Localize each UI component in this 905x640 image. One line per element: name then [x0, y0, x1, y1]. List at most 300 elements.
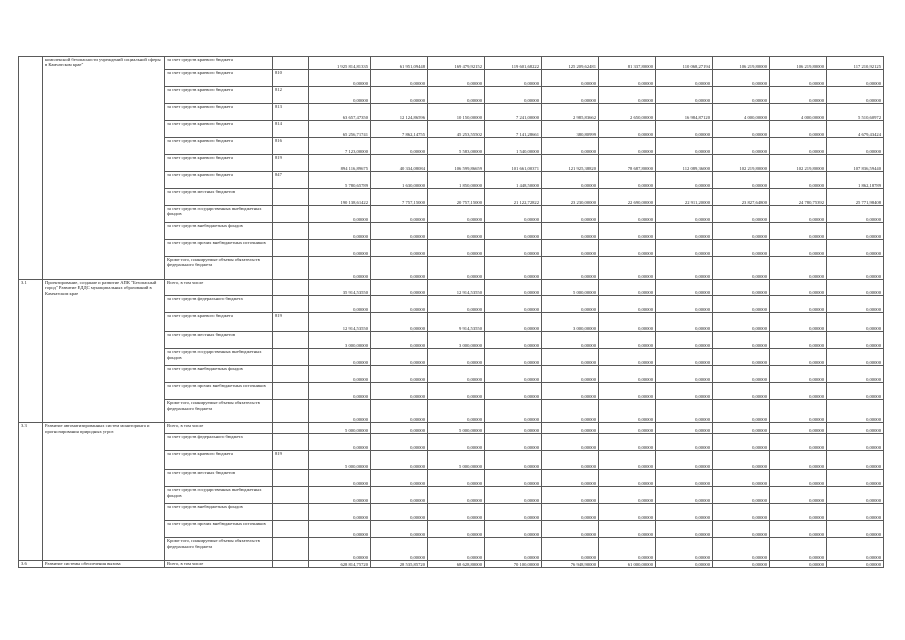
amount-cell: 0,00000 — [542, 257, 599, 280]
amount-cell: 5 000,00000 — [428, 451, 485, 470]
item-name-cell: Развитие автоматизированных систем мониторинга и прогнозирования природных угроз — [43, 423, 165, 434]
table-row — [19, 451, 884, 470]
amount-cell: 0,00000 — [371, 504, 428, 521]
amount-cell: 28 535,85720 — [371, 561, 428, 568]
amount-cell: 0,00000 — [485, 400, 542, 423]
amount-cell: 0,00000 — [770, 538, 827, 561]
amount-cell: 0,00000 — [485, 451, 542, 470]
table-row — [19, 240, 884, 257]
amount-cell: 12 124,86596 — [371, 104, 428, 121]
kbk-code-cell — [273, 383, 309, 400]
amount-cell: 9 914,53550 — [428, 313, 485, 332]
amount-cell: 4 000,00000 — [713, 104, 770, 121]
amount-cell: 0,00000 — [656, 240, 713, 257]
amount-cell: 21 122,72822 — [485, 189, 542, 206]
funding-source-cell: за счет средств внебюджетных фондов — [165, 223, 273, 240]
amount-cell: 0,00000 — [656, 504, 713, 521]
kbk-code-cell: 819 — [273, 313, 309, 332]
kbk-code-cell — [273, 206, 309, 223]
amount-cell: 0,00000 — [309, 470, 371, 487]
item-name-cell — [43, 223, 165, 240]
item-name-cell — [43, 121, 165, 138]
amount-cell: 102 219,80000 — [713, 155, 770, 172]
amount-cell: 22 690,00000 — [599, 189, 656, 206]
amount-cell: 380,80999 — [542, 121, 599, 138]
amount-cell: 81 337,80000 — [599, 57, 656, 70]
amount-cell: 628 814,75720 — [309, 561, 371, 568]
amount-cell: 0,00000 — [485, 383, 542, 400]
amount-cell: 0,00000 — [656, 223, 713, 240]
amount-cell: 0,00000 — [713, 383, 770, 400]
item-number-cell — [19, 366, 43, 383]
amount-cell: 0,00000 — [770, 121, 827, 138]
table-row — [19, 257, 884, 280]
funding-source-cell: за счет средств федерального бюджета — [165, 296, 273, 313]
amount-cell: 107 836,59440 — [827, 155, 884, 172]
amount-cell: 22 911,20000 — [656, 189, 713, 206]
amount-cell: 0,00000 — [371, 383, 428, 400]
table-row — [19, 538, 884, 561]
amount-cell: 0,00000 — [542, 138, 599, 155]
item-name-cell — [43, 138, 165, 155]
amount-cell: 0,00000 — [656, 521, 713, 538]
item-number-cell — [19, 434, 43, 451]
item-number-cell: 3.3 — [19, 423, 43, 434]
amount-cell: 0,00000 — [713, 538, 770, 561]
amount-cell: 0,00000 — [656, 172, 713, 189]
amount-cell: 61 951,09448 — [371, 57, 428, 70]
item-number-cell — [19, 296, 43, 313]
amount-cell: 0,00000 — [371, 87, 428, 104]
amount-cell: 2 985,83662 — [542, 104, 599, 121]
amount-cell: 0,00000 — [770, 296, 827, 313]
item-number-cell — [19, 223, 43, 240]
amount-cell: 0,00000 — [656, 400, 713, 423]
amount-cell: 0,00000 — [485, 521, 542, 538]
item-name-cell: комплексной безопасности учреждений социальной сферы в Камчатском крае" — [43, 57, 165, 70]
item-name-cell — [43, 487, 165, 504]
amount-cell: 0,00000 — [713, 561, 770, 568]
kbk-code-cell — [273, 349, 309, 366]
item-number-cell — [19, 189, 43, 206]
funding-source-cell: за счет средств краевого бюджета — [165, 70, 273, 87]
amount-cell: 23 827,64800 — [713, 189, 770, 206]
funding-source-cell: за счет средств прочих внебюджетных источников — [165, 383, 273, 400]
amount-cell: 0,00000 — [599, 70, 656, 87]
amount-cell: 0,00000 — [309, 240, 371, 257]
amount-cell: 0,00000 — [485, 313, 542, 332]
amount-cell: 0,00000 — [371, 313, 428, 332]
funding-source-cell: за счет средств государственных внебюджетных фондов — [165, 206, 273, 223]
amount-cell: 0,00000 — [827, 313, 884, 332]
amount-cell: 0,00000 — [656, 366, 713, 383]
amount-cell: 0,00000 — [485, 280, 542, 296]
amount-cell: 0,00000 — [827, 504, 884, 521]
amount-cell: 0,00000 — [371, 349, 428, 366]
amount-cell: 0,00000 — [827, 400, 884, 423]
amount-cell: 0,00000 — [713, 240, 770, 257]
item-name-cell — [43, 434, 165, 451]
amount-cell: 0,00000 — [542, 240, 599, 257]
amount-cell: 0,00000 — [827, 561, 884, 568]
amount-cell: 0,00000 — [713, 332, 770, 349]
item-name-cell: Развитие системы обеспечения вызова — [43, 561, 165, 568]
amount-cell: 0,00000 — [827, 349, 884, 366]
amount-cell: 0,00000 — [428, 504, 485, 521]
amount-cell: 0,00000 — [485, 223, 542, 240]
kbk-code-cell: 814 — [273, 121, 309, 138]
kbk-code-cell — [273, 332, 309, 349]
amount-cell: 110 068,27194 — [656, 57, 713, 70]
amount-cell: 68 628,80000 — [428, 561, 485, 568]
amount-cell: 5 510,60972 — [827, 104, 884, 121]
item-name-cell — [43, 240, 165, 257]
amount-cell: 0,00000 — [713, 400, 770, 423]
amount-cell: 0,00000 — [713, 504, 770, 521]
item-number-cell — [19, 70, 43, 87]
amount-cell: 0,00000 — [770, 87, 827, 104]
amount-cell: 7 241,00000 — [485, 104, 542, 121]
amount-cell: 0,00000 — [371, 332, 428, 349]
amount-cell: 0,00000 — [309, 366, 371, 383]
amount-cell: 0,00000 — [713, 296, 770, 313]
amount-cell: 12 914,53550 — [309, 313, 371, 332]
table-row — [19, 87, 884, 104]
amount-cell: 0,00000 — [713, 451, 770, 470]
amount-cell: 0,00000 — [770, 423, 827, 434]
amount-cell: 117 210,92125 — [827, 57, 884, 70]
amount-cell: 0,00000 — [827, 87, 884, 104]
amount-cell: 190 138,61422 — [309, 189, 371, 206]
item-number-cell — [19, 155, 43, 172]
amount-cell: 0,00000 — [428, 240, 485, 257]
amount-cell: 0,00000 — [827, 223, 884, 240]
amount-cell: 76 948,90000 — [542, 561, 599, 568]
amount-cell: 0,00000 — [371, 434, 428, 451]
item-number-cell — [19, 104, 43, 121]
amount-cell: 0,00000 — [599, 206, 656, 223]
amount-cell: 0,00000 — [309, 349, 371, 366]
amount-cell: 0,00000 — [428, 223, 485, 240]
amount-cell: 0,00000 — [656, 451, 713, 470]
amount-cell: 63 657,47350 — [309, 104, 371, 121]
amount-cell: 0,00000 — [713, 172, 770, 189]
amount-cell: 0,00000 — [599, 257, 656, 280]
amount-cell: 0,00000 — [485, 423, 542, 434]
funding-source-cell: Кроме того, планируемые объемы обязательств федерального бюджета — [165, 257, 273, 280]
amount-cell: 0,00000 — [770, 240, 827, 257]
item-number-cell: 3.1 — [19, 280, 43, 296]
amount-cell: 0,00000 — [485, 206, 542, 223]
amount-cell: 0,00000 — [827, 280, 884, 296]
amount-cell: 0,00000 — [371, 138, 428, 155]
funding-source-cell: за счет средств федерального бюджета — [165, 434, 273, 451]
amount-cell: 0,00000 — [599, 313, 656, 332]
amount-cell: 0,00000 — [770, 206, 827, 223]
amount-cell: 0,00000 — [656, 257, 713, 280]
amount-cell: 0,00000 — [485, 434, 542, 451]
amount-cell: 0,00000 — [599, 487, 656, 504]
table-row — [19, 206, 884, 223]
amount-cell: 0,00000 — [542, 366, 599, 383]
amount-cell: 0,00000 — [485, 470, 542, 487]
item-number-cell — [19, 87, 43, 104]
funding-source-cell: за счет средств государственных внебюджетных фондов — [165, 487, 273, 504]
amount-cell: 125 209,62481 — [542, 57, 599, 70]
amount-cell: 0,00000 — [309, 434, 371, 451]
amount-cell: 0,00000 — [770, 451, 827, 470]
table-row — [19, 383, 884, 400]
funding-source-cell: за счет средств краевого бюджета — [165, 313, 273, 332]
amount-cell: 0,00000 — [309, 87, 371, 104]
amount-cell: 0,00000 — [827, 206, 884, 223]
funding-source-cell: Всего, в том числе — [165, 561, 273, 568]
amount-cell: 7 757,15000 — [371, 189, 428, 206]
amount-cell: 0,00000 — [309, 487, 371, 504]
amount-cell: 0,00000 — [371, 423, 428, 434]
amount-cell: 0,00000 — [656, 538, 713, 561]
amount-cell: 0,00000 — [713, 423, 770, 434]
amount-cell: 0,00000 — [599, 121, 656, 138]
amount-cell: 0,00000 — [542, 206, 599, 223]
amount-cell: 1 925 814,81335 — [309, 57, 371, 70]
amount-cell: 102 219,80000 — [770, 155, 827, 172]
table-row — [19, 366, 884, 383]
amount-cell: 0,00000 — [713, 223, 770, 240]
amount-cell: 0,00000 — [713, 434, 770, 451]
amount-cell: 5 000,00000 — [542, 280, 599, 296]
amount-cell: 0,00000 — [599, 521, 656, 538]
amount-cell: 0,00000 — [485, 296, 542, 313]
amount-cell: 0,00000 — [713, 206, 770, 223]
amount-cell: 0,00000 — [656, 470, 713, 487]
item-number-cell — [19, 172, 43, 189]
amount-cell: 0,00000 — [309, 521, 371, 538]
amount-cell: 20 757,15000 — [428, 189, 485, 206]
kbk-code-cell — [273, 487, 309, 504]
table-body — [19, 57, 884, 568]
amount-cell: 0,00000 — [713, 280, 770, 296]
amount-cell: 0,00000 — [770, 504, 827, 521]
amount-cell: 0,00000 — [599, 223, 656, 240]
funding-source-cell: Кроме того, планируемые объемы обязательств федерального бюджета — [165, 400, 273, 423]
amount-cell: 106 599,86659 — [428, 155, 485, 172]
amount-cell: 0,00000 — [485, 487, 542, 504]
amount-cell: 0,00000 — [656, 280, 713, 296]
amount-cell: 0,00000 — [371, 366, 428, 383]
amount-cell: 106 219,80000 — [713, 57, 770, 70]
item-number-cell — [19, 257, 43, 280]
amount-cell: 0,00000 — [309, 223, 371, 240]
amount-cell: 5 000,00000 — [309, 451, 371, 470]
amount-cell: 16 984,87120 — [656, 104, 713, 121]
kbk-code-cell — [273, 400, 309, 423]
item-number-cell — [19, 240, 43, 257]
amount-cell: 0,00000 — [371, 257, 428, 280]
amount-cell: 70 100,00000 — [485, 561, 542, 568]
funding-source-cell: за счет средств краевого бюджета — [165, 138, 273, 155]
amount-cell: 24 780,75392 — [770, 189, 827, 206]
funding-source-cell: за счет средств местных бюджетов — [165, 470, 273, 487]
budget-table — [18, 56, 884, 568]
amount-cell: 0,00000 — [827, 70, 884, 87]
item-number-cell — [19, 451, 43, 470]
amount-cell: 7 123,00000 — [309, 138, 371, 155]
amount-cell: 0,00000 — [599, 538, 656, 561]
amount-cell: 0,00000 — [428, 521, 485, 538]
table-row — [19, 504, 884, 521]
amount-cell: 4 679,43424 — [827, 121, 884, 138]
amount-cell: 25 771,98408 — [827, 189, 884, 206]
table-row — [19, 280, 884, 296]
amount-cell: 0,00000 — [428, 487, 485, 504]
amount-cell: 0,00000 — [428, 87, 485, 104]
item-number-cell — [19, 313, 43, 332]
amount-cell: 0,00000 — [713, 349, 770, 366]
amount-cell: 3 000,00000 — [428, 332, 485, 349]
amount-cell: 121 925,38820 — [542, 155, 599, 172]
amount-cell: 0,00000 — [770, 400, 827, 423]
amount-cell: 0,00000 — [542, 332, 599, 349]
table-row — [19, 487, 884, 504]
amount-cell: 0,00000 — [485, 70, 542, 87]
amount-cell: 1 862,18789 — [827, 172, 884, 189]
kbk-code-cell: 819 — [273, 451, 309, 470]
funding-source-cell: за счет средств государственных внебюджетных фондов — [165, 349, 273, 366]
amount-cell: 0,00000 — [713, 313, 770, 332]
amount-cell: 10 150,00000 — [428, 104, 485, 121]
amount-cell: 2 650,00000 — [599, 104, 656, 121]
amount-cell: 0,00000 — [713, 521, 770, 538]
amount-cell: 0,00000 — [542, 223, 599, 240]
funding-source-cell: за счет средств краевого бюджета — [165, 57, 273, 70]
amount-cell: 1 540,00000 — [485, 138, 542, 155]
amount-cell: 0,00000 — [770, 332, 827, 349]
table-row — [19, 155, 884, 172]
item-name-cell — [43, 104, 165, 121]
amount-cell: 0,00000 — [656, 434, 713, 451]
item-name-cell — [43, 70, 165, 87]
item-name-cell: Проектирование, создание и развитие АПК "Безопасный город" Развитие ЕДДС муниципальных образований в Камчатском крае — [43, 280, 165, 296]
amount-cell: 0,00000 — [542, 423, 599, 434]
amount-cell: 0,00000 — [371, 240, 428, 257]
amount-cell: 0,00000 — [827, 138, 884, 155]
amount-cell: 78 687,80000 — [599, 155, 656, 172]
amount-cell: 0,00000 — [827, 470, 884, 487]
amount-cell: 0,00000 — [827, 296, 884, 313]
kbk-code-cell — [273, 223, 309, 240]
amount-cell: 101 661,00371 — [485, 155, 542, 172]
item-name-cell — [43, 521, 165, 538]
amount-cell: 112 089,36000 — [656, 155, 713, 172]
item-name-cell — [43, 366, 165, 383]
amount-cell: 0,00000 — [770, 487, 827, 504]
amount-cell: 0,00000 — [599, 423, 656, 434]
amount-cell: 0,00000 — [542, 296, 599, 313]
amount-cell: 0,00000 — [770, 223, 827, 240]
amount-cell: 0,00000 — [599, 383, 656, 400]
amount-cell: 0,00000 — [827, 240, 884, 257]
amount-cell: 0,00000 — [599, 280, 656, 296]
amount-cell: 0,00000 — [656, 487, 713, 504]
amount-cell: 0,00000 — [827, 366, 884, 383]
funding-source-cell: за счет средств прочих внебюджетных источников — [165, 521, 273, 538]
amount-cell: 0,00000 — [371, 280, 428, 296]
amount-cell: 0,00000 — [428, 434, 485, 451]
amount-cell: 0,00000 — [656, 121, 713, 138]
amount-cell: 0,00000 — [827, 487, 884, 504]
kbk-code-cell: 816 — [273, 138, 309, 155]
item-name-cell — [43, 87, 165, 104]
item-name-cell — [43, 313, 165, 332]
table-row — [19, 470, 884, 487]
item-name-cell — [43, 206, 165, 223]
funding-source-cell: Всего, в том числе — [165, 280, 273, 296]
amount-cell: 0,00000 — [656, 423, 713, 434]
amount-cell: 0,00000 — [428, 349, 485, 366]
amount-cell: 0,00000 — [371, 400, 428, 423]
item-name-cell — [43, 189, 165, 206]
amount-cell: 0,00000 — [542, 172, 599, 189]
table-row — [19, 57, 884, 70]
amount-cell: 0,00000 — [309, 70, 371, 87]
table-row — [19, 223, 884, 240]
table-row — [19, 400, 884, 423]
amount-cell: 0,00000 — [770, 70, 827, 87]
amount-cell: 0,00000 — [770, 366, 827, 383]
table-row — [19, 349, 884, 366]
kbk-code-cell — [273, 240, 309, 257]
item-number-cell — [19, 349, 43, 366]
amount-cell: 0,00000 — [827, 383, 884, 400]
kbk-code-cell — [273, 257, 309, 280]
kbk-code-cell — [273, 366, 309, 383]
amount-cell: 0,00000 — [599, 296, 656, 313]
amount-cell: 0,00000 — [428, 70, 485, 87]
amount-cell: 0,00000 — [770, 383, 827, 400]
funding-source-cell: за счет средств краевого бюджета — [165, 121, 273, 138]
item-name-cell — [43, 349, 165, 366]
funding-source-cell: Кроме того, планируемые объемы обязательств федерального бюджета — [165, 538, 273, 561]
item-number-cell — [19, 504, 43, 521]
amount-cell: 0,00000 — [599, 470, 656, 487]
kbk-code-cell — [273, 470, 309, 487]
amount-cell: 0,00000 — [713, 487, 770, 504]
table-row — [19, 104, 884, 121]
amount-cell: 0,00000 — [428, 470, 485, 487]
amount-cell: 0,00000 — [542, 87, 599, 104]
item-name-cell — [43, 400, 165, 423]
kbk-code-cell — [273, 561, 309, 568]
amount-cell: 0,00000 — [656, 383, 713, 400]
amount-cell: 1 448,50000 — [485, 172, 542, 189]
funding-source-cell: за счет средств краевого бюджета — [165, 87, 273, 104]
table-row — [19, 296, 884, 313]
amount-cell: 0,00000 — [599, 87, 656, 104]
amount-cell: 0,00000 — [371, 451, 428, 470]
amount-cell: 0,00000 — [656, 349, 713, 366]
amount-cell: 0,00000 — [770, 313, 827, 332]
item-name-cell — [43, 155, 165, 172]
amount-cell: 0,00000 — [428, 296, 485, 313]
amount-cell: 0,00000 — [371, 538, 428, 561]
kbk-code-cell: 819 — [273, 155, 309, 172]
amount-cell: 0,00000 — [542, 383, 599, 400]
amount-cell: 7 141,28661 — [485, 121, 542, 138]
item-number-cell — [19, 332, 43, 349]
amount-cell: 5 000,00000 — [428, 423, 485, 434]
funding-source-cell: за счет средств краевого бюджета — [165, 451, 273, 470]
